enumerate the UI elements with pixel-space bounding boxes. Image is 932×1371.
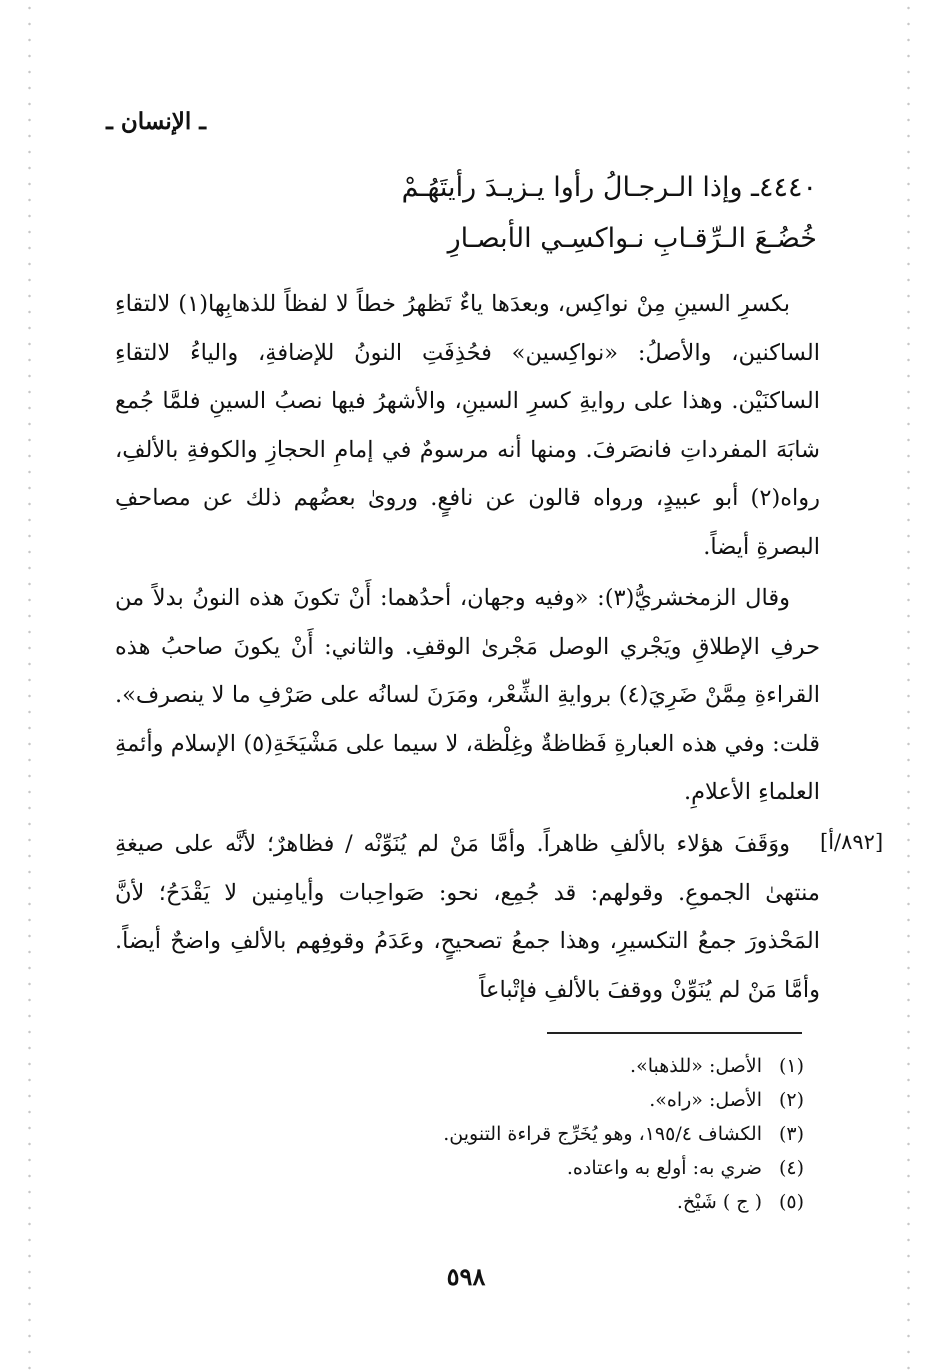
footnote-separator	[547, 1032, 802, 1034]
verse-line-1: ٤٤٤٠ـ وإذا الـرجـالُ رأوا يـزيـدَ رأيتَهُـمْ	[401, 172, 817, 203]
footnote-item	[443, 1151, 804, 1185]
manuscript-folio-marker: [٨٩٢/أ]	[820, 830, 884, 854]
footnote-number: (١)	[778, 1055, 804, 1077]
footnotes-list	[443, 1049, 804, 1219]
footnote-item	[443, 1185, 804, 1219]
paragraph-1: بكسرِ السينِ مِنْ نواكِس، وبعدَها ياءٌ تَظهرُ خطاً لا لفظاً للذهابِها(١) لالتقاءِ الساكنين، والأصلُ: «نواكِسين» فحُذِفَتِ النونُ للإضافةِ، والياءُ لالتقاءِ الساكنَيْن. وهذا على روايةِ كسرِ السينِ، والأشهرُ فيها نصبُ السينِ فلمَّا جُمع شابَهَ المفرداتِ فانصَرفَ. ومنها أنه مرسومٌ في إمامِ الحجازِ والكوفةِ بالألفِ، رواه(٢) أبو عبيدٍ، ورواه قالون عن نافعٍ. وروىٰ بعضُهم ذلك عن مصاحفِ البصرةِ أيضاً.	[115, 291, 820, 560]
verse-line-2: خُضُـعَ الـرِّقـابِ نـواكسِـي الأبصـارِ	[447, 223, 817, 254]
paragraph-2: وقال الزمخشريُّ(٣): «وفيه وجهان، أحدُهما: أَنْ تكونَ هذه النونُ بدلاً من حرفِ الإطلاقِ ويَجْري الوصل مَجْرىٰ الوقفِ. والثاني: أَنْ يكونَ صاحبُ هذه القراءةِ مِمَّنْ ضَرِيَ(٤) بروايةِ الشِّعْر، ومَرَنَ لسانُه على صَرْفِ ما لا ينصرف». قلت: وفي هذه العبارةِ فَظاظةٌ وغِلْظة، لا سيما على مَشْيَخَةِ(٥) الإسلام وأئمةِ العلماءِ الأعلامِ.	[115, 585, 821, 805]
footnote-number: (٢)	[778, 1089, 804, 1111]
footnote-item	[443, 1049, 804, 1083]
running-header: ـ الإنسان ـ	[106, 108, 206, 135]
footnote-item	[443, 1083, 804, 1117]
footnote-text: الأصل: «للذهبا».	[630, 1055, 762, 1077]
footnote-number: (٤)	[778, 1157, 804, 1179]
scan-dot-line-left	[28, 0, 31, 1371]
scan-dot-line-right	[907, 0, 910, 1371]
footnote-number: (٣)	[778, 1123, 804, 1145]
footnote-text: الكشاف ١٩٥/٤، وهو يُخَرِّج قراءة التنوين.	[443, 1123, 762, 1145]
footnote-number: (٥)	[778, 1191, 804, 1213]
footnote-text: الأصل: «راه».	[649, 1089, 762, 1111]
footnote-text: ( ج ) شَيْخ.	[676, 1191, 762, 1213]
page-number: ٥٩٨	[446, 1262, 486, 1291]
footnote-item	[443, 1117, 804, 1151]
footnote-text: ضري به: أولع به واعتاده.	[566, 1157, 762, 1179]
paragraph-3: ووَقَفَ هؤلاء بالألفِ ظاهراً. وأمَّا مَنْ لم يُنَوِّنْه / فظاهرٌ؛ لأنَّه على صيغةِ منتهىٰ الجموعِ. وقولهم: قد جُمِع، نحو: صَواحِبات وأيامِنين لا يَقْدَحُ؛ لأنَّ المَحْذورَ جمعُ التكسيرِ، وهذا جمعُ تصحيحٍ، وعَدَمُ وقوفِهم بالألفِ واضحٌ أيضاً. وأمَّا مَنْ لم يُنَوِّنْ ووقفَ بالألفِ فإتْباعاً	[115, 831, 820, 1003]
